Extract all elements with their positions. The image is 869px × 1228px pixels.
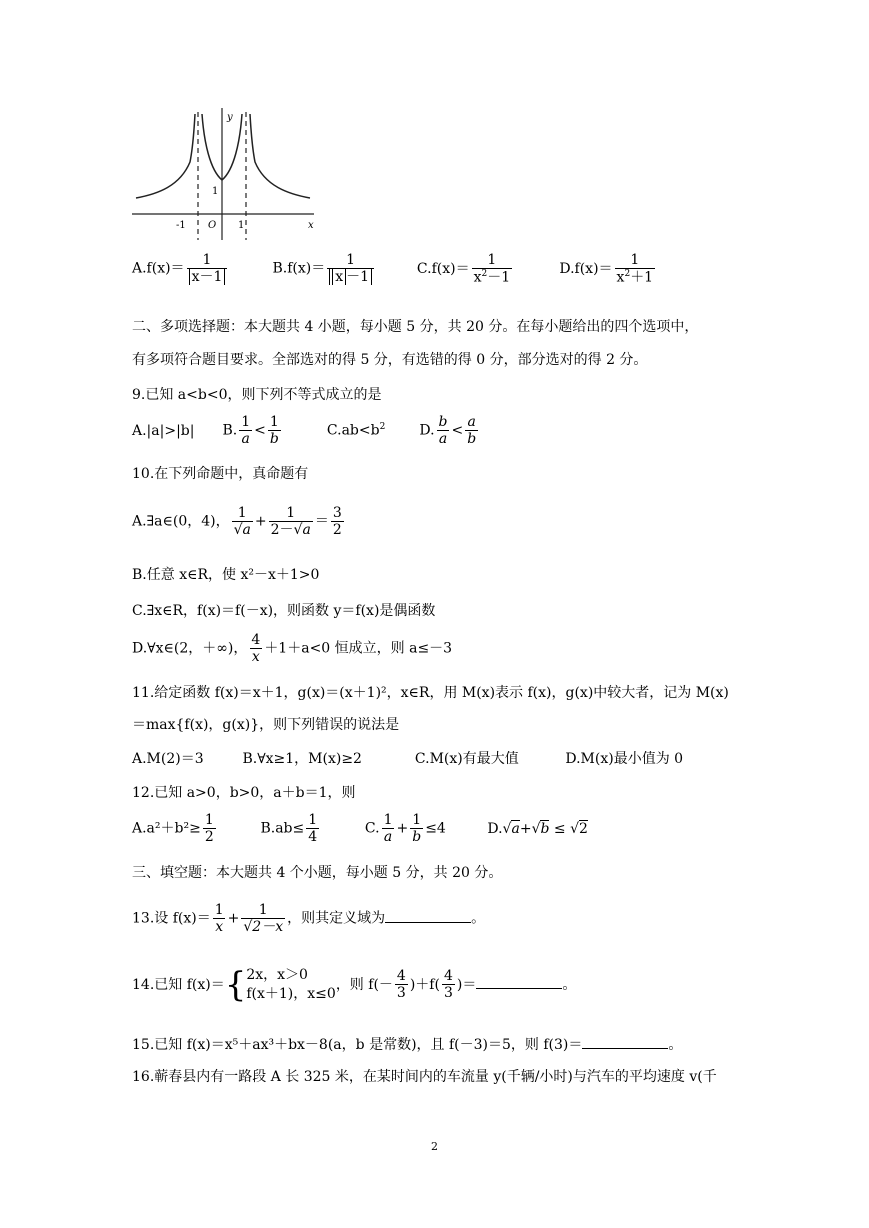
origin-label: O	[208, 220, 217, 231]
q13: 13.设 f(x)＝ $\frac{1}{x}$ + $\frac{1}{√2-x}$ ，则其定义域为 。	[132, 902, 486, 936]
q12-option-a: A.a²＋b²≥ $\frac{1}{2}$	[132, 812, 214, 846]
q13-answer-blank[interactable]	[385, 910, 471, 923]
q12-option-d: D.√a+√b ≤ √2	[487, 820, 588, 837]
q14-answer-blank[interactable]	[476, 976, 562, 989]
section3-line: 三、填空题：本大题共 4 个小题，每小题 5 分，共 20 分。	[132, 865, 503, 881]
function-graph	[128, 102, 318, 244]
q11-options	[132, 752, 683, 766]
q8-options	[132, 252, 657, 286]
q12-stem: 12.已知 a>0，b>0，a＋b＝1，则	[132, 785, 356, 801]
y-tick-one: 1	[212, 186, 219, 197]
q10-option-a: A.∃a∈(0，4)， $\frac{1}{√a}$ + $\frac{1}{2-√a}$ ＝ $\frac{3}{2}$	[132, 505, 342, 539]
q10-option-b: B.任意 x∈R，使 x²－x＋1>0	[132, 567, 320, 583]
section2-line2: 有多项符合题目要求。全部选对的得 5 分，有选错的得 0 分，部分选对的得 2 分。	[132, 352, 648, 368]
q10-stem: 10.在下列命题中，真命题有	[132, 466, 309, 482]
q9-option-a: A.|a|>|b|	[132, 422, 195, 439]
q11-line2: ＝max{f(x)，g(x)}，则下列错误的说法是	[132, 717, 400, 733]
q9-option-c: $C.ab<b^2$	[326, 421, 386, 439]
q8-option-a: A.f(x)＝ $\frac{1}{x-1}$	[132, 252, 268, 285]
q11-option-a: A.M(2)＝3	[132, 751, 204, 767]
q15: 15.已知 f(x)＝x⁵＋ax³＋bx－8(a，b 是常数)，且 f(－3)＝5，则 f(3)＝ 。	[132, 1037, 683, 1053]
q12-options	[132, 812, 588, 845]
q9-option-b: B. $\frac{1}{a}$ < $\frac{1}{b}$	[222, 414, 279, 448]
q9-options	[132, 414, 480, 447]
q11-line1: 11.给定函数 f(x)＝x＋1，g(x)＝(x＋1)²，x∈R，用 M(x)表示 f(x)，g(x)中较大者，记为 M(x)	[132, 685, 729, 701]
curve-left-branch	[136, 114, 195, 198]
q12-option-c: C. $\frac{1}{a}$ + $\frac{1}{b}$ ≤4	[364, 812, 446, 846]
q10-option-d: D.∀x∈(2，＋∞)， $\frac{4}{x}$ ＋1＋a<0 恒成立，则 a≤－3	[132, 632, 453, 666]
curve-right-branch	[250, 114, 310, 198]
q9-option-d: D. $\frac{b}{a}$ < $\frac{a}{b}$	[419, 414, 477, 448]
page-number: 2	[431, 1140, 438, 1153]
q14: 14.已知 f(x)＝{ 2x，x＞0 f(x＋1)，x≤0 ，则 f(－ $\frac{4}{3}$ )＋f( $\frac{4}{3}$ )＝ 。	[132, 964, 577, 1005]
q15-answer-blank[interactable]	[582, 1036, 668, 1049]
q8-option-b: B.f(x)＝ $\frac{1}{x -1}$	[272, 252, 412, 285]
x-axis-label: x	[308, 220, 314, 231]
q16: 16.蕲春县内有一路段 A 长 325 米，在某时间内的车流量 y(千辆/小时)与汽车的平均速度 v(千	[132, 1069, 717, 1085]
q9-stem: 9.已知 a<b<0，则下列不等式成立的是	[132, 387, 382, 403]
q8-option-c: C.f(x)＝ $\frac{1}{x^2-1}$	[416, 252, 511, 286]
q11-option-c: C.M(x)有最大值	[414, 751, 519, 767]
q10-option-c: C.∃x∈R，f(x)＝f(－x)，则函数 y＝f(x)是偶函数	[132, 603, 436, 619]
section2-line1: 二、多项选择题：本大题共 4 小题，每小题 5 分，共 20 分。在每小题给出的四个选项中，	[132, 319, 699, 335]
q12-option-b: B.ab≤ $\frac{1}{4}$	[260, 812, 318, 846]
q11-option-d: D.M(x)最小值为 0	[565, 751, 684, 767]
q11-option-b: B.∀x≥1，M(x)≥2	[242, 751, 362, 767]
q8-option-d: D.f(x)＝ $\frac{1}{x^2+1}$	[559, 252, 654, 286]
x-tick-one: 1	[238, 220, 245, 231]
x-tick-neg-one: -1	[176, 220, 186, 231]
y-axis-label: y	[227, 112, 233, 123]
